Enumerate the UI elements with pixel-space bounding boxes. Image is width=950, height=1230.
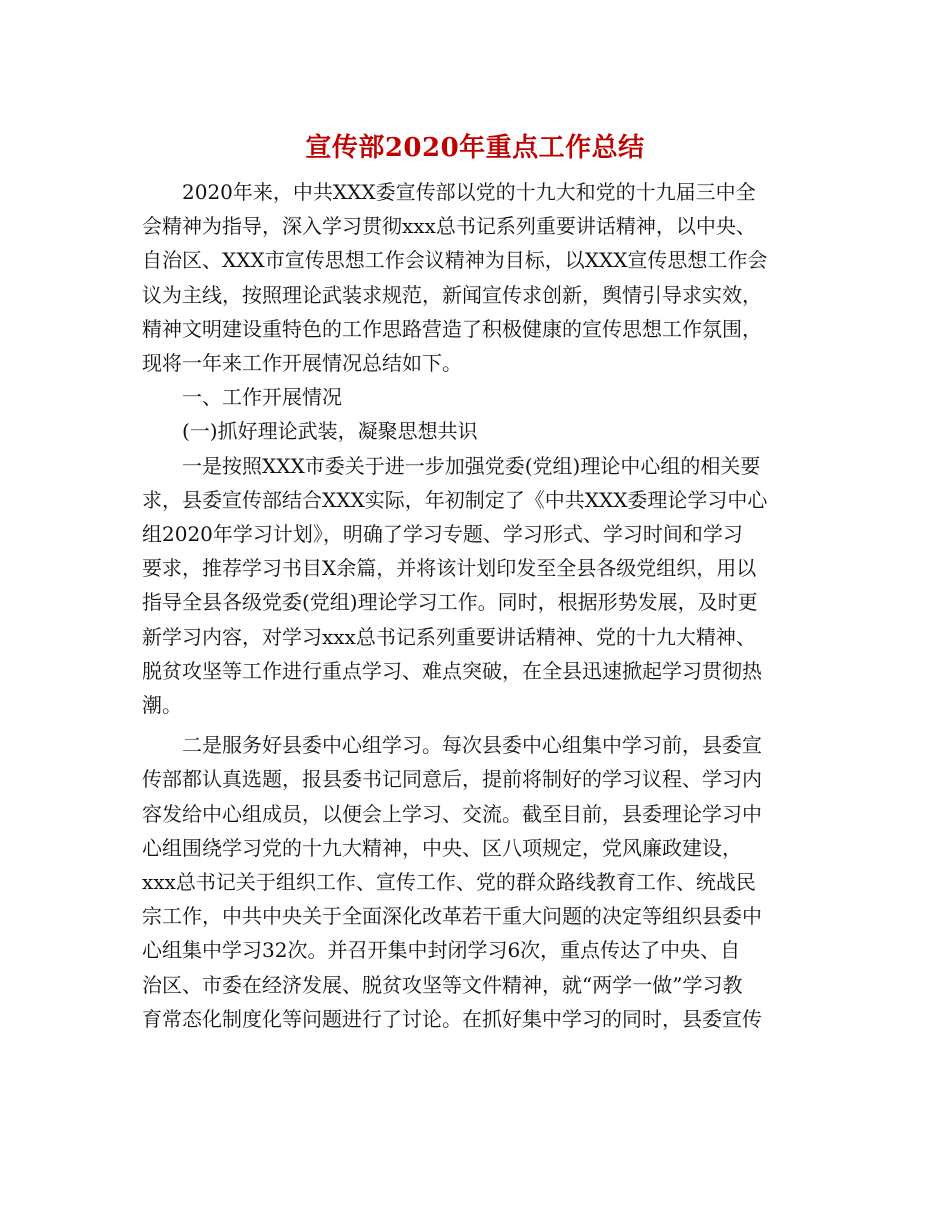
subsection-heading bbox=[142, 414, 810, 448]
paragraph-first-point bbox=[142, 449, 810, 723]
text-line: 议为主线，按照理论武装求规范，新闻宣传求创新，舆情引导求实效， bbox=[142, 282, 762, 307]
text-line: 传部都认真选题，报县委书记同意后，提前将制好的学习议程、学习内 bbox=[142, 767, 762, 792]
text-line: 自治区、XXX市宣传思想工作会议精神为目标，以XXX宣传思想工作会 bbox=[142, 248, 768, 273]
text-line: 现将一年来工作开展情况总结如下。 bbox=[142, 351, 462, 376]
text-line: 脱贫攻坚等工作进行重点学习、难点突破，在全县迅速掀起学习贯彻热 bbox=[142, 658, 762, 683]
text-line: 会精神为指导，深入学习贯彻xxx总书记系列重要讲话精神，以中央、 bbox=[142, 214, 756, 239]
text-line: 新学习内容，对学习xxx总书记系列重要讲话精神、党的十九大精神、 bbox=[142, 624, 756, 649]
text-line: 一、工作开展情况 bbox=[182, 385, 342, 410]
document-title: 宣传部2020年重点工作总结 bbox=[305, 133, 645, 163]
text-line: 心组集中学习32次。并召开集中封闭学习6次，重点传达了中央、自 bbox=[142, 938, 741, 963]
text-line: 一是按照XXX市委关于进一步加强党委(党组)理论中心组的相关要 bbox=[182, 453, 761, 478]
text-line: 潮。 bbox=[142, 693, 182, 718]
text-line: 指导全县各级党委(党组)理论学习工作。同时，根据形势发展，及时更 bbox=[142, 590, 758, 615]
section-heading bbox=[142, 380, 810, 414]
paragraph-second-point bbox=[142, 728, 810, 1036]
text-line: (一)抓好理论武装，凝聚思想共识 bbox=[182, 419, 478, 444]
text-line: 组2020年学习计划》，明确了学习专题、学习形式、学习时间和学习 bbox=[142, 522, 743, 547]
text-line: 容发给中心组成员，以便会上学习、交流。截至目前，县委理论学习中 bbox=[142, 801, 762, 826]
text-line: 要求，推荐学习书目X余篇，并将该计划印发至全县各级党组织，用以 bbox=[142, 556, 757, 581]
text-line: 二是服务好县委中心组学习。每次县委中心组集中学习前，县委宣 bbox=[182, 733, 762, 758]
text-line: 求，县委宣传部结合XXX实际，年初制定了《中共XXX委理论学习中心 bbox=[142, 487, 768, 512]
text-line: 宗工作，中共中央关于全面深化改革若干重大问题的决定等组织县委中 bbox=[142, 904, 762, 929]
text-line: xxx总书记关于组织工作、宣传工作、党的群众路线教育工作、统战民 bbox=[142, 870, 756, 895]
text-line: 心组围绕学习党的十九大精神，中央、区八项规定，党风廉政建设， bbox=[142, 835, 742, 860]
text-line: 2020年来，中共XXX委宣传部以党的十九大和党的十九届三中全 bbox=[182, 180, 756, 204]
text-line: 精神文明建设重特色的工作思路营造了积极健康的宣传思想工作氛围， bbox=[142, 316, 762, 341]
text-line: 治区、市委在经济发展、脱贫攻坚等文件精神，就“两学一做”学习教 bbox=[142, 972, 743, 997]
text-line: 育常态化制度化等问题进行了讨论。在抓好集中学习的同时，县委宣传 bbox=[142, 1006, 762, 1031]
paragraph-intro bbox=[142, 175, 810, 380]
document-body bbox=[142, 175, 810, 1036]
